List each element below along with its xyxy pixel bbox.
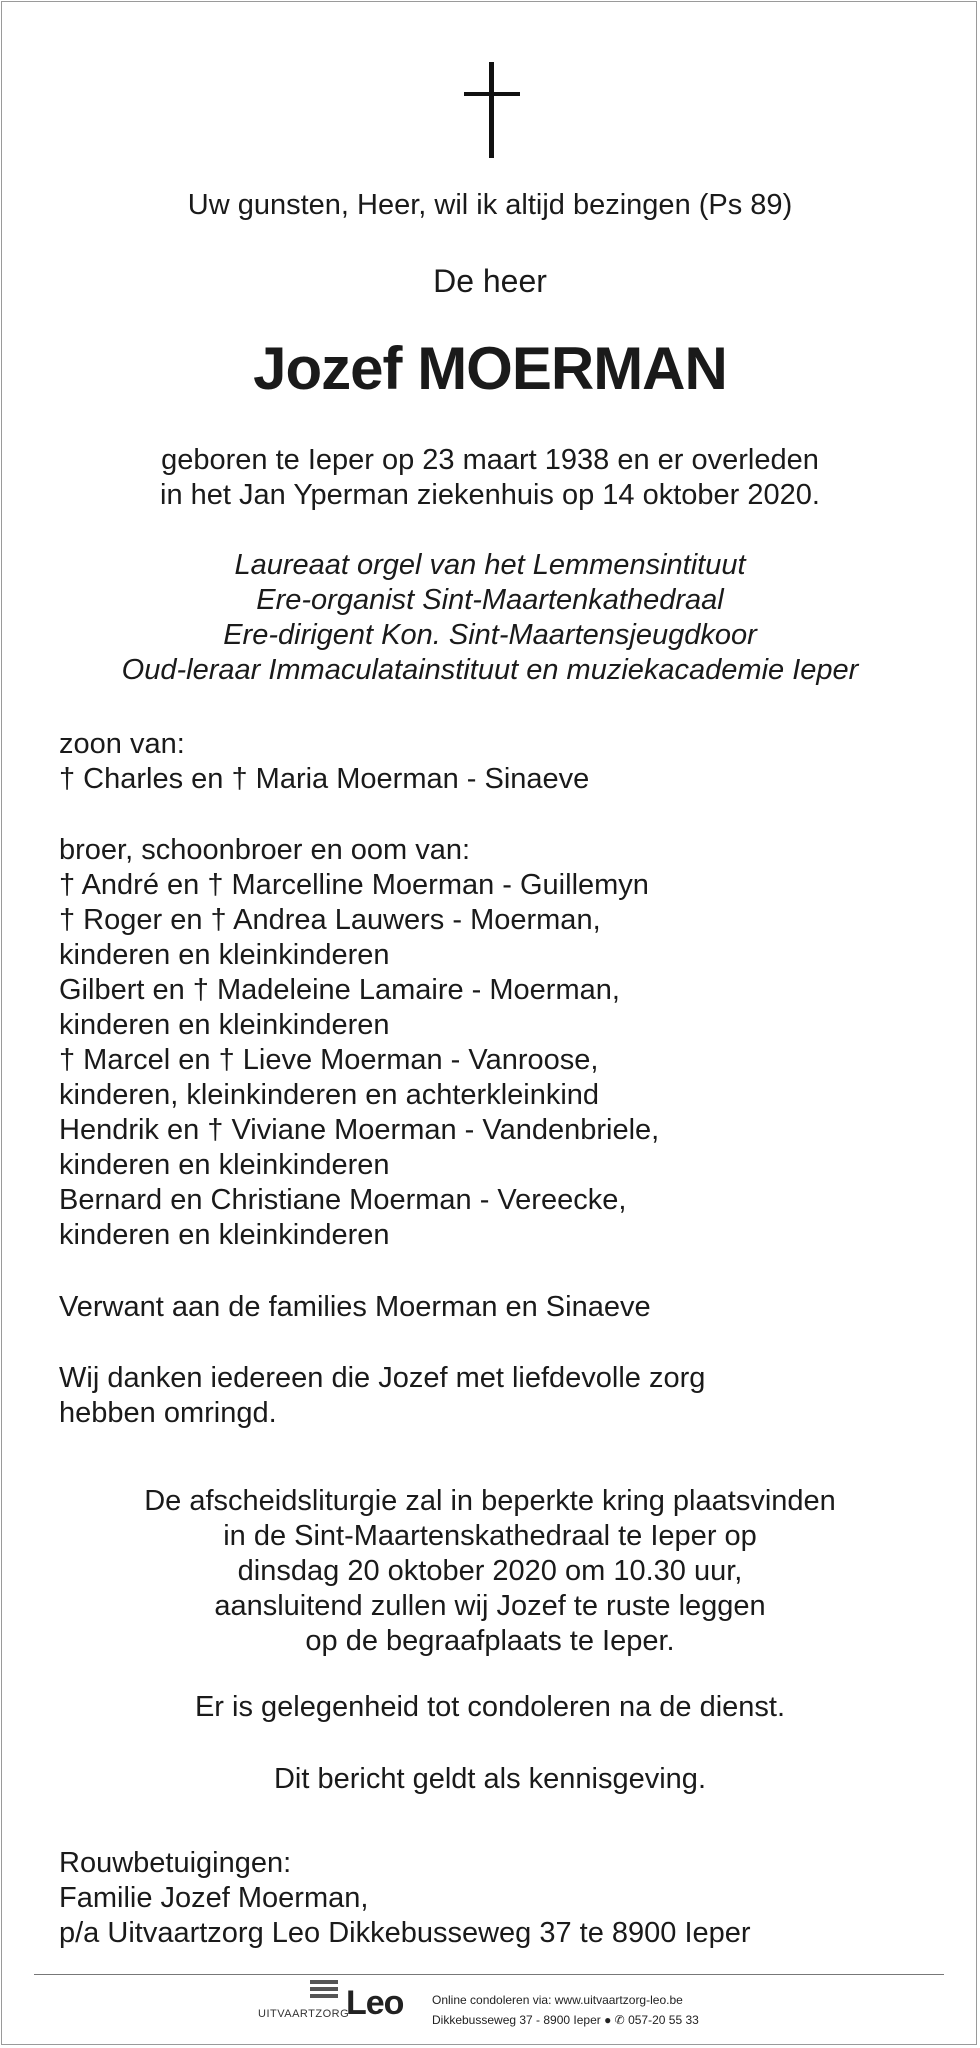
footer-divider <box>34 1974 944 1975</box>
logo-subtitle: UITVAARTZORG <box>258 2008 350 2020</box>
footer-contact <box>432 1990 772 2030</box>
birth-death-text: geboren te Ieper op 23 maart 1938 en er overleden in het Jan Yperman ziekenhuis op 14 oktober 2020. <box>160 444 820 511</box>
deceased-name: Jozef MOERMAN <box>253 335 727 402</box>
footer-address: Dikkebusseweg 37 - 8900 Ieper ● ✆ 057-20 55 33 <box>432 2013 699 2027</box>
salutation: De heer <box>433 263 547 299</box>
honorary-titles: Laureaat orgel van het Lemmensintituut Ere-organist Sint-Maartenkathedraal Ere-dirigent Kon. Sint-Maartensjeugdkoor Oud-leraar Immaculatainstituut en muziekacademie Ieper <box>121 549 859 686</box>
logo-mark-icon <box>310 1980 338 2002</box>
funeral-home-logo <box>258 1978 418 2028</box>
liturgy-details: De afscheidsliturgie zal in beperkte kring plaatsvinden in de Sint-Maartenskathedraal te Ieper op dinsdag 20 oktober 2020 om 10.30 uur, aansluitend zullen wij Jozef te ruste leggen op de begraafplaats te Ieper. <box>144 1485 836 1657</box>
condolence-address: Rouwbetuigingen: Familie Jozef Moerman, p/a Uitvaartzorg Leo Dikkebusseweg 37 te 8900 Ieper <box>59 1847 751 1949</box>
relatives-line: Verwant aan de families Moerman en Sinaeve <box>59 1291 651 1323</box>
online-condolence-link[interactable]: Online condoleren via: www.uitvaartzorg-leo.be <box>432 1993 683 2007</box>
cross-icon <box>464 62 520 158</box>
thanks-text: Wij danken iedereen die Jozef met liefdevolle zorg hebben omringd. <box>59 1362 706 1429</box>
condolence-note: Er is gelegenheid tot condoleren na de dienst. <box>194 1691 786 1723</box>
siblings-section: broer, schoonbroer en oom van: † André en † Marcelline Moerman - Guillemyn † Roger en † Andrea Lauwers - Moerman, kinderen en kleinkinderen Gilbert en † Madeleine Lamaire - Moerman, kinderen en kleinkinderen † Marcel en † Lieve Moerman - Vanroose, kinderen, kleinkinderen en achterkleinkind Hendrik en † Viviane Moerman - Vandenbriele, kinderen en kleinkinderen Bernard en Christiane Moerman - Vereecke, kinderen en kleinkinderen <box>59 834 660 1251</box>
parents-section: zoon van: † Charles en † Maria Moerman - Sinaeve <box>59 728 590 795</box>
logo-name: Leo <box>346 1984 404 2022</box>
psalm-quote: Uw gunsten, Heer, wil ik altijd bezingen (Ps 89) <box>187 189 793 221</box>
notification-note: Dit bericht geldt als kennisgeving. <box>273 1763 706 1795</box>
